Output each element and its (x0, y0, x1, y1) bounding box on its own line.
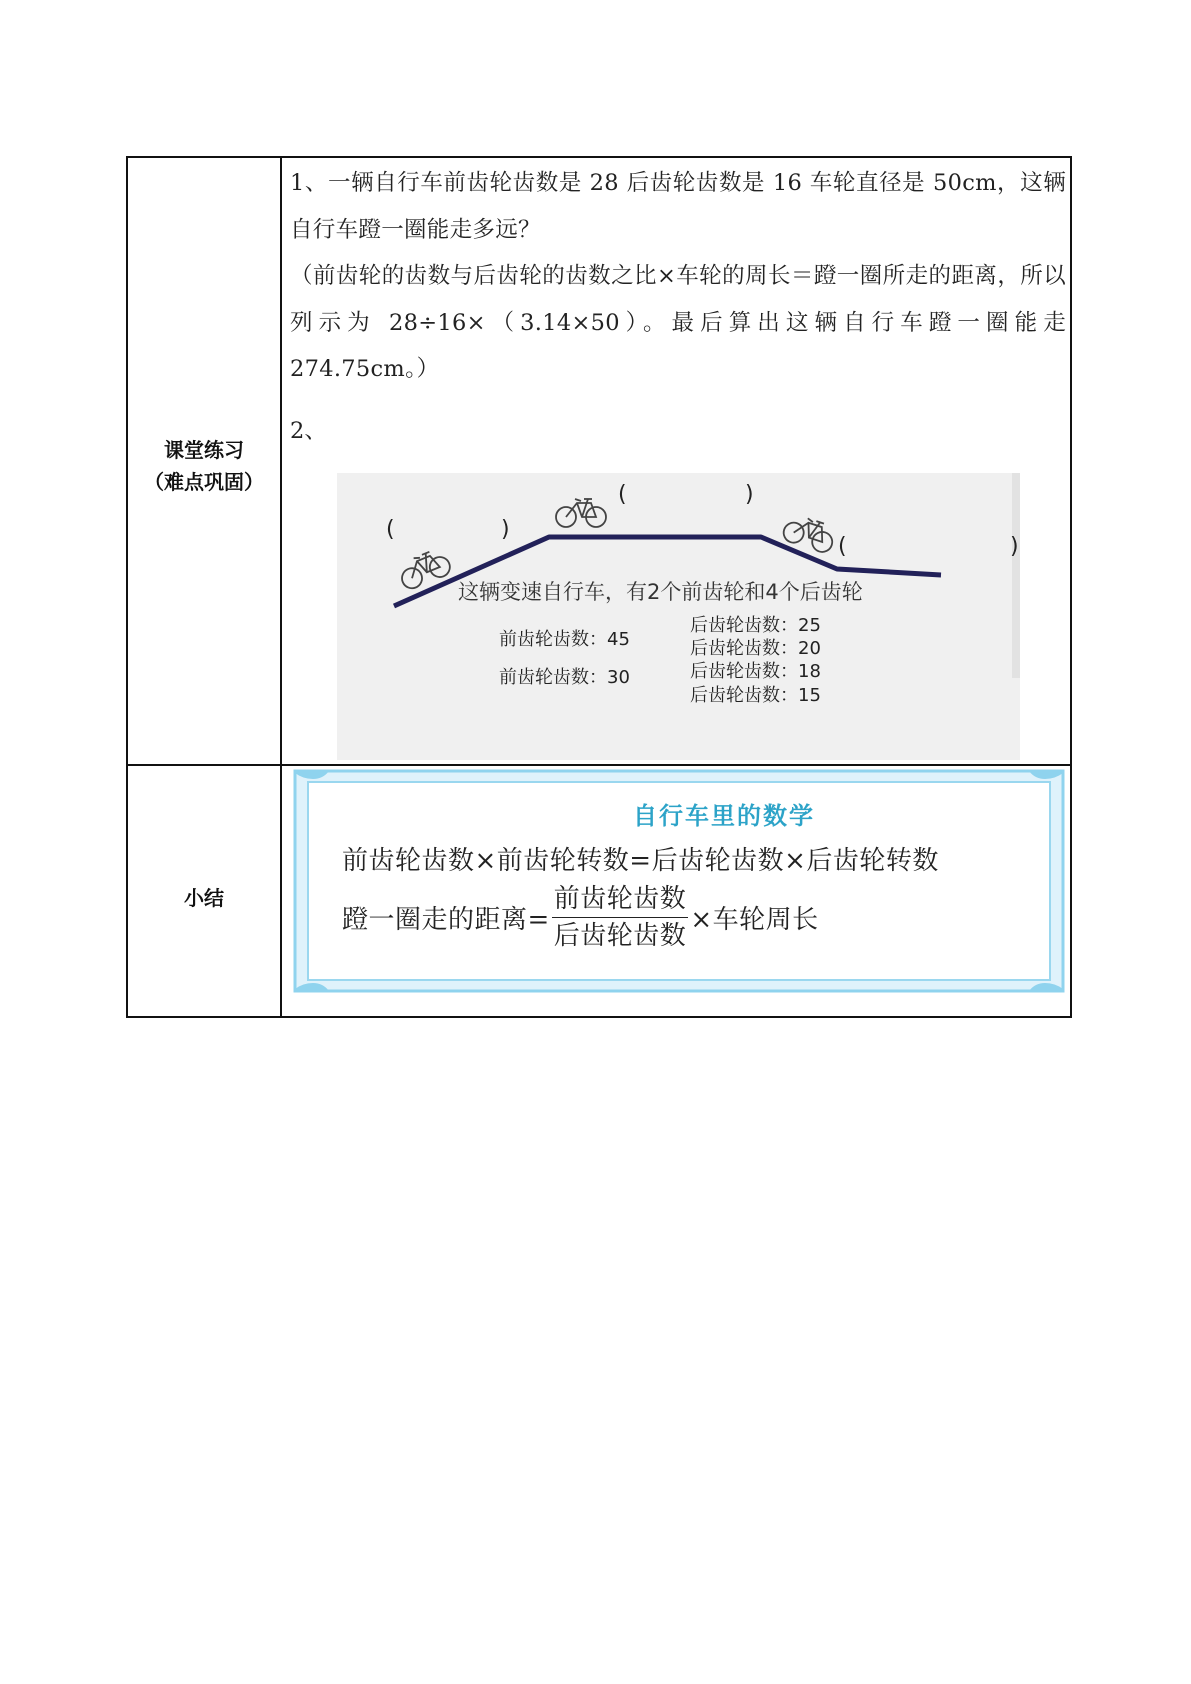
question-1-text: 1、一辆自行车前齿轮齿数是 28 后齿轮齿数是 16 车轮直径是 50cm，这辆自行车蹬一圈能走多远？ (290, 170, 1066, 243)
question-1 (290, 160, 1066, 393)
blank-1-open: ( (386, 517, 395, 542)
bicycle-icon (556, 499, 606, 527)
row-label-practice-line2: （难点巩固） (144, 470, 264, 494)
rear-gear-label: 后齿轮齿数：25 (690, 615, 821, 636)
blank-1-close: ) (501, 517, 510, 542)
question-2-label: 2、 (290, 418, 327, 444)
formula-distance (342, 883, 819, 952)
blank-2-close: ) (745, 482, 754, 507)
summary-card (292, 768, 1066, 994)
row-label-summary: 小结 (184, 886, 224, 910)
fraction-numerator: 前齿轮齿数 (552, 883, 689, 918)
rear-gear-label: 后齿轮齿数：18 (690, 661, 821, 682)
rear-gear-label: 后齿轮齿数：20 (690, 638, 821, 659)
rear-gear-label: 后齿轮齿数：15 (690, 685, 821, 706)
blank-3-open: ( (838, 534, 847, 559)
column-divider (280, 158, 282, 1016)
formula-distance-prefix: 蹬一圈走的距离= (342, 905, 550, 935)
formula-fraction (552, 883, 689, 952)
formula-gear-relation: 前齿轮齿数×前齿轮转数=后齿轮齿数×后齿轮转数 (342, 846, 939, 876)
blank-2-open: ( (618, 482, 627, 507)
fraction-denominator: 后齿轮齿数 (553, 921, 687, 951)
figure-caption: 这辆变速自行车，有2个前齿轮和4个后齿轮 (458, 580, 863, 604)
row-divider (128, 764, 1070, 766)
summary-title: 自行车里的数学 (633, 802, 815, 830)
lesson-table (126, 156, 1072, 1018)
row-label-practice-line1: 课堂练习 (164, 438, 244, 462)
row-label-practice (128, 434, 280, 498)
front-gear-label: 前齿轮齿数：30 (499, 667, 630, 688)
formula-distance-suffix: ×车轮周长 (690, 905, 819, 935)
bicycle-gear-illustration (337, 473, 1020, 760)
front-gear-label: 前齿轮齿数：45 (499, 629, 630, 650)
illustration-scroll-edge (1012, 473, 1020, 678)
question-1-explanation: （前齿轮的齿数与后齿轮的齿数之比×车轮的周长＝蹬一圈所走的距离，所以列示为 28÷16×（3.14×50）。最后算出这辆自行车蹬一圈能走 274.75cm。） (290, 263, 1066, 382)
blank-3-close: ) (1010, 534, 1019, 559)
